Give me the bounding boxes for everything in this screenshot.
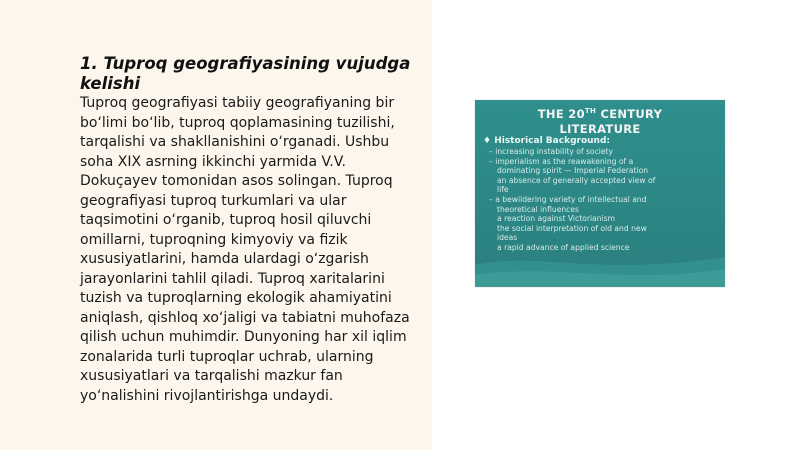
slide-bullet-item: ♦ Historical Background: bbox=[483, 136, 610, 146]
slide-bullet-item: – a bewildering variety of intellectual and bbox=[489, 194, 647, 204]
wave-decoration bbox=[475, 247, 725, 287]
slide-bullet-item: ideas bbox=[497, 233, 518, 243]
slide-bullet-item: life bbox=[497, 185, 509, 195]
section-body-text: Tuproq geografiyasi tabiiy geografiyaning bir bo‘limi bo‘lib, tuproq qoplamasining tuzilishi, tarqalishi va shakllanishini o‘rganadi. Ushbu soha XIX asrning ikkinchi yarmida V.V. Dokuçayev tomonidan asos solingan. Tuproq geografiyasi tuproq turkumlari va ular taqsimotini o‘rganib, tuproq hosil qiluvchi omillarni, tuproqning kimyoviy va fizik xususiyatlarini, hamda ulardagi o‘zgarish jarayonlarini tahlil qiladi. Tuproq xaritalarini tuzish va tuproqlarning ekologik ahamiyatini aniqlash, qishloq xo‘jaligi va tabiatni muhofaza qilish uchun muhimdir. Dunyoning har xil iqlim zonalarida turli tuproqlar uchrab, ularning xususiyatlari va tarqalishi mazkur fan yo‘nalishini rivojlantirishga undaydi. bbox=[80, 95, 410, 404]
slide-bullet-item: dominating spirit — Imperial Federation bbox=[497, 166, 649, 176]
section-heading: 1. Tuproq geografiyasining vujudga kelishi bbox=[80, 54, 411, 93]
slide-bullet-item: a rapid advance of applied science bbox=[497, 242, 630, 252]
slide-image bbox=[475, 100, 725, 287]
slide-title-sup: TH bbox=[584, 107, 597, 115]
slide-title-suffix: CENTURY bbox=[596, 106, 663, 121]
slide-title-line2: LITERATURE bbox=[559, 121, 641, 136]
slide-title bbox=[475, 104, 725, 137]
slide-bullet-item: a reaction against Victorianism bbox=[497, 214, 615, 224]
slide-title-prefix: THE 20 bbox=[537, 106, 585, 121]
slide-bullet-list bbox=[483, 136, 719, 253]
slide-bullet-item: theoretical influences bbox=[497, 204, 579, 214]
slide-bullet-item: – imperialism as the reawakening of a bbox=[489, 156, 634, 166]
slide-bullet-item: the social interpretation of old and new bbox=[497, 223, 647, 233]
slide-bullet-item: – increasing instability of society bbox=[489, 147, 614, 156]
slide-bullet-item: an absence of generally accepted view of bbox=[497, 175, 656, 185]
